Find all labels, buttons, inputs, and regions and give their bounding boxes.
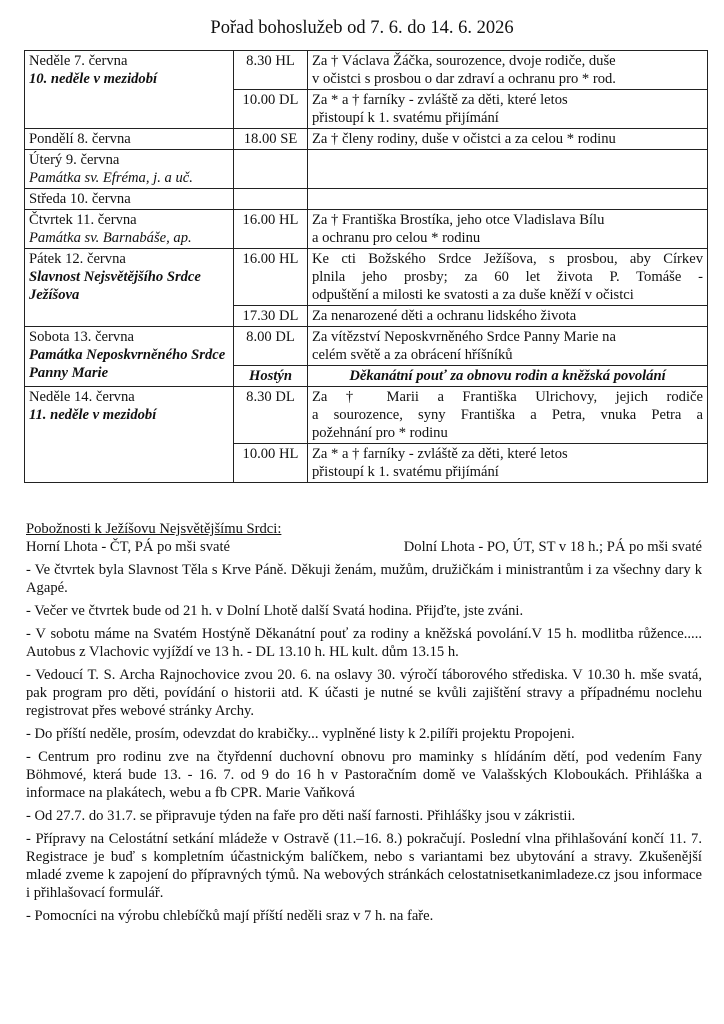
mass-time: 17.30 DL bbox=[234, 306, 308, 327]
schedule-row bbox=[25, 327, 708, 366]
day-name: Pondělí 8. června bbox=[29, 131, 131, 147]
schedule-row bbox=[25, 210, 708, 249]
devotions-locations bbox=[26, 538, 702, 556]
intention-line: Za † členy rodiny, duše v očistci a za celou * rodinu bbox=[312, 131, 616, 147]
intention-line: odpuštění a milosti ke svatosti a za duše kněží v očistci bbox=[312, 287, 634, 303]
mass-intention bbox=[308, 327, 708, 366]
day-name: Pátek 12. června bbox=[29, 251, 126, 267]
day-name: Sobota 13. června bbox=[29, 329, 134, 345]
announcement: - Do příští neděle, prosím, odevzdat do krabičky... vyplněné listy k 2.pilíři projektu Propojeni. bbox=[26, 726, 575, 742]
liturgical-feast: Slavnost Nejsvětějšího Srdce Ježíšova bbox=[29, 269, 201, 303]
schedule-row bbox=[25, 249, 708, 306]
intention-line: Za * a † farníky - zvláště za děti, které letos bbox=[312, 446, 568, 462]
intention-line: celém světě a za obrácení hříšníků bbox=[312, 347, 513, 363]
intention-line bbox=[312, 151, 703, 169]
schedule-day bbox=[25, 210, 234, 249]
day-name: Neděle 7. června bbox=[29, 53, 128, 69]
mass-intention bbox=[308, 210, 708, 249]
mass-intention bbox=[308, 150, 708, 189]
mass-time: Hostýn bbox=[234, 366, 308, 387]
mass-intention bbox=[308, 444, 708, 483]
schedule-row bbox=[25, 51, 708, 90]
day-name: Středa 10. června bbox=[29, 191, 131, 207]
intention-line: Za † Františka Brostíka, jeho otce Vladislava Bílu bbox=[312, 212, 605, 228]
announcement: - Ve čtvrtek byla Slavnost Těla s Krve Páně. Děkuji ženám, mužům, družičkám i ministrantům i za všechny dary k Agapé. bbox=[26, 562, 702, 596]
announcement: - Večer ve čtvrtek bude od 21 h. v Dolní Lhotě další Svatá hodina. Přijďte, jste zváni. bbox=[26, 603, 524, 619]
announcement: - Centrum pro rodinu zve na čtyřdenní duchovní obnovu pro maminky s hlídáním dětí, pod vedením Fany Böhmové, která bude 13. - 16. 7. od 9 do 16 h v Pastoračním domě ve Valašských Kloboukách. Přihláška a informace na plakátech, webu a fb CPR. Marie Vaňková bbox=[26, 749, 702, 801]
mass-time: 10.00 HL bbox=[234, 444, 308, 483]
schedule-day bbox=[25, 129, 234, 150]
announcement: - Vedoucí T. S. Archa Rajnochovice zvou 20. 6. na oslavy 30. výročí táborového střediska. V 10.30 h. mše svatá, pak program pro děti, povídání o historii atd. K účasti je nutné se kvůli zajištění stravy a případnému noclehu registrovat přes webové stránky Archy. bbox=[26, 667, 702, 719]
mass-intention bbox=[308, 366, 708, 387]
mass-time: 8.30 DL bbox=[234, 387, 308, 444]
mass-intention bbox=[308, 51, 708, 90]
liturgical-feast: Památka sv. Efréma, j. a uč. bbox=[29, 170, 193, 186]
mass-intention bbox=[308, 189, 708, 210]
schedule-day bbox=[25, 387, 234, 483]
mass-time: 8.00 DL bbox=[234, 327, 308, 366]
intention-line: a ochranu pro celou * rodinu bbox=[312, 230, 481, 246]
intention-line: Za † Marii a Františka Ulrichovy, jejich rodiče bbox=[312, 389, 703, 405]
day-name: Čtvrtek 11. června bbox=[29, 212, 137, 228]
announcement: - Pomocníci na výrobu chlebíčků mají příští neděli sraz v 7 h. na faře. bbox=[26, 908, 434, 924]
liturgical-feast: Památka sv. Barnabáše, ap. bbox=[29, 230, 192, 246]
mass-time: 18.00 SE bbox=[234, 129, 308, 150]
schedule-row bbox=[25, 189, 708, 210]
schedule-day bbox=[25, 327, 234, 387]
liturgical-feast: 10. neděle v mezidobí bbox=[29, 71, 158, 87]
devotions-heading: Pobožnosti k Ježíšovu Nejsvětějšímu Srdci: bbox=[26, 521, 282, 537]
mass-time bbox=[234, 150, 308, 189]
mass-time: 10.00 DL bbox=[234, 90, 308, 129]
intention-line: plnila jeho prosby; za 60 let života P. Tomáše - bbox=[312, 269, 703, 285]
intention-line: Za * a † farníky - zvláště za děti, které letos bbox=[312, 92, 568, 108]
schedule-day bbox=[25, 150, 234, 189]
devotion-dolni-lhota: Dolní Lhota - PO, ÚT, ST v 18 h.; PÁ po mši svaté bbox=[403, 539, 702, 555]
intention-line: Ke cti Božského Srdce Ježíšova, s prosbou, aby Církev bbox=[312, 251, 703, 267]
mass-time: 16.00 HL bbox=[234, 210, 308, 249]
intention-line: a sourozence, syny Františka a Petra, vnuka Petra a bbox=[312, 407, 703, 423]
schedule-row bbox=[25, 387, 708, 444]
mass-time: 8.30 HL bbox=[234, 51, 308, 90]
mass-intention bbox=[308, 306, 708, 327]
announcement: - V sobotu máme na Svatém Hostýně Děkanátní pouť za rodiny a kněžská povolání.V 15 h. modlitba růžence..... Autobus z Vlachovic vyjíždí ve 13 h. - DL 13.10 h. HL kult. dům 13.15 h. bbox=[26, 626, 702, 660]
mass-intention bbox=[308, 90, 708, 129]
notes bbox=[26, 520, 702, 930]
mass-intention bbox=[308, 129, 708, 150]
announcement: - Od 27.7. do 31.7. se připravuje týden na faře pro děti naší farnosti. Přihlášky jsou v zákristii. bbox=[26, 808, 576, 824]
day-name: Úterý 9. června bbox=[29, 152, 120, 168]
intention-line: Děkanátní pouť za obnovu rodin a kněžská povolání bbox=[349, 368, 666, 384]
mass-time: 16.00 HL bbox=[234, 249, 308, 306]
mass-intention bbox=[308, 249, 708, 306]
schedule-day bbox=[25, 51, 234, 129]
liturgical-feast: 11. neděle v mezidobí bbox=[29, 407, 157, 423]
announcement: - Přípravy na Celostátní setkání mládeže v Ostravě (11.–16. 8.) pokračují. Poslední vlna přihlašování končí 11. 7. Registrace je buď s kompletním účastnickým balíčkem, nebo s variantami bez ubytování a stravy. Zkušenější mladé zveme k zapojení do přípravných týmů. Na webových stránkách celostatnisetkanimladeze.cz jsou informace i přihlašovací formulář. bbox=[26, 831, 702, 901]
mass-intention bbox=[308, 387, 708, 444]
intention-line: Za vítězství Neposkvrněného Srdce Panny Marie na bbox=[312, 329, 616, 345]
devotion-horni-lhota: Horní Lhota - ČT, PÁ po mši svaté bbox=[26, 539, 231, 555]
schedule-row bbox=[25, 129, 708, 150]
day-name: Neděle 14. června bbox=[29, 389, 135, 405]
intention-line: Za nenarozené děti a ochranu lidského života bbox=[312, 308, 577, 324]
liturgical-feast: Památka Neposkvrněného Srdce Panny Marie bbox=[29, 347, 226, 381]
intention-line: přistoupí k 1. svatému přijímání bbox=[312, 464, 499, 480]
page-title: Pořad bohoslužeb od 7. 6. do 14. 6. 2026 bbox=[210, 18, 514, 38]
schedule-day bbox=[25, 249, 234, 327]
intention-line: v očistci s prosbou o dar zdraví a ochranu pro * rod. bbox=[312, 71, 616, 87]
schedule-day bbox=[25, 189, 234, 210]
intention-line: Za † Václava Žáčka, sourozence, dvoje rodiče, duše bbox=[312, 53, 616, 69]
intention-line: přistoupí k 1. svatému přijímání bbox=[312, 110, 499, 126]
mass-time bbox=[234, 189, 308, 210]
intention-line: požehnání pro * rodinu bbox=[312, 425, 448, 441]
announcements bbox=[26, 561, 702, 925]
schedule-table bbox=[24, 50, 708, 483]
intention-line bbox=[312, 190, 703, 208]
schedule-row bbox=[25, 150, 708, 189]
